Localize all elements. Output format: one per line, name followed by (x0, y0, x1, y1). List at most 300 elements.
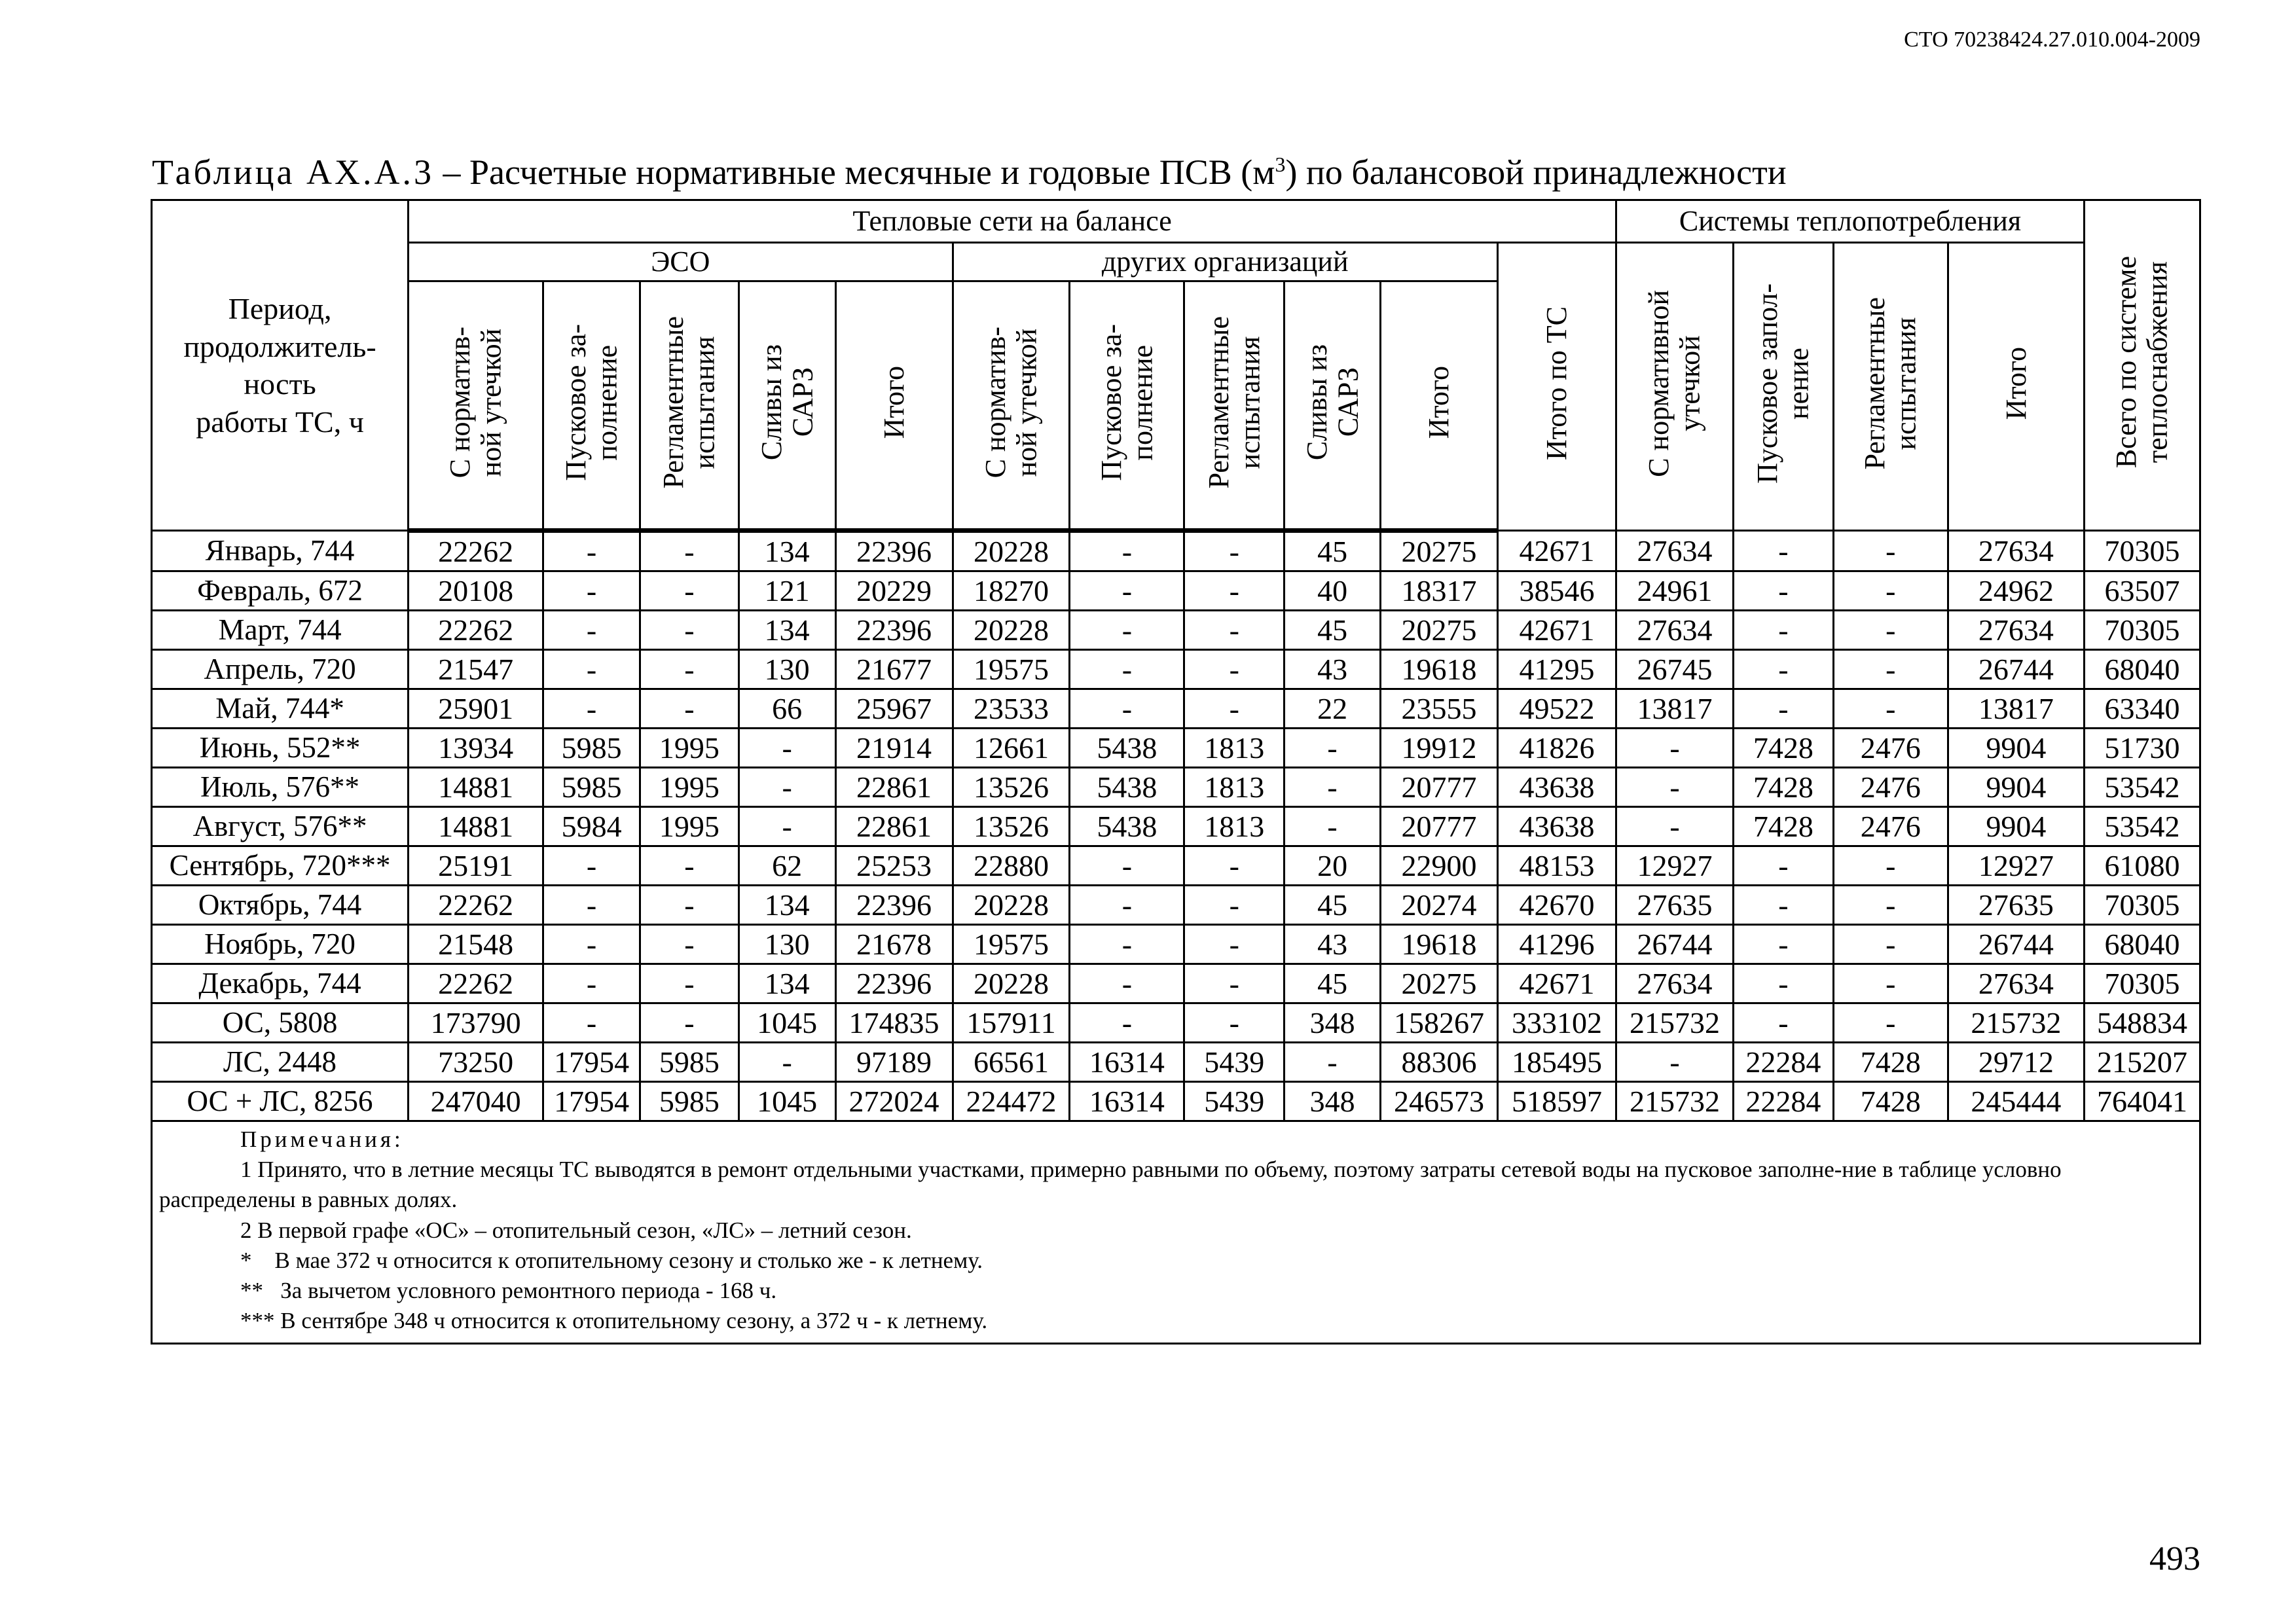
caption-superscript: 3 (1275, 153, 1286, 176)
value-cell: 333102 (1497, 1003, 1616, 1043)
value-cell: - (1733, 650, 1833, 689)
value-cell: 45 (1285, 611, 1381, 650)
value-cell: 20228 (953, 611, 1070, 650)
other-col-header: Пусковое за- полнение (1070, 281, 1184, 531)
value-cell: 12661 (953, 729, 1070, 768)
value-cell: 16314 (1070, 1082, 1184, 1121)
value-cell: 22396 (835, 611, 953, 650)
document-code: СТО 70238424.27.010.004-2009 (1904, 27, 2200, 52)
value-cell: 22396 (835, 886, 953, 925)
period-header-line: работы ТС, ч (196, 405, 364, 439)
value-cell: 27634 (1616, 964, 1734, 1003)
note-3: * В мае 372 ч относится к отопительному сезону и столько же - к летнему. (240, 1247, 983, 1273)
eso-col-header: Сливы из САРЗ (738, 281, 835, 531)
table-row (152, 571, 2200, 611)
value-cell: - (1070, 886, 1184, 925)
value-cell: 27634 (1948, 964, 2084, 1003)
value-cell: - (1184, 886, 1285, 925)
value-cell: 43638 (1497, 768, 1616, 807)
table-row (152, 1082, 2200, 1121)
value-cell: 5438 (1070, 768, 1184, 807)
value-cell: 23555 (1380, 689, 1497, 729)
value-cell: 5985 (543, 729, 640, 768)
value-cell: 2476 (1833, 807, 1948, 846)
cons-col-header: Регламентные испытания (1833, 243, 1948, 531)
table-row (152, 689, 2200, 729)
value-cell: 17954 (543, 1043, 640, 1082)
value-cell: - (1733, 611, 1833, 650)
note-4: ** За вычетом условного ремонтного периода - 168 ч. (240, 1277, 777, 1303)
value-cell: 13817 (1948, 689, 2084, 729)
value-cell: 62 (738, 846, 835, 886)
value-cell: 215732 (1616, 1082, 1734, 1121)
value-cell: 246573 (1380, 1082, 1497, 1121)
value-cell: - (1833, 571, 1948, 611)
eso-col-header: Регламентные испытания (640, 281, 738, 531)
period-cell: Март, 744 (152, 611, 409, 650)
value-cell: 14881 (409, 807, 543, 846)
value-cell: - (1070, 925, 1184, 964)
value-cell: 1813 (1184, 768, 1285, 807)
value-cell: - (1070, 611, 1184, 650)
value-cell: - (1070, 964, 1184, 1003)
value-cell: - (1184, 571, 1285, 611)
value-cell: 26744 (1616, 925, 1734, 964)
value-cell: 45 (1285, 964, 1381, 1003)
value-cell: 764041 (2084, 1082, 2200, 1121)
note-5: *** В сентябре 348 ч относится к отопительному сезону, а 372 ч - к летнему. (240, 1308, 988, 1334)
table-row (152, 807, 2200, 846)
value-cell: 20229 (835, 571, 953, 611)
value-cell: 12927 (1948, 846, 2084, 886)
value-cell: - (1833, 611, 1948, 650)
value-cell: 130 (738, 650, 835, 689)
value-cell: 5439 (1184, 1043, 1285, 1082)
value-cell: - (1833, 846, 1948, 886)
value-cell: 27634 (1948, 531, 2084, 571)
value-cell: 174835 (835, 1003, 953, 1043)
value-cell: - (1616, 1043, 1734, 1082)
period-cell: Август, 576** (152, 807, 409, 846)
value-cell: 173790 (409, 1003, 543, 1043)
value-cell: 9904 (1948, 807, 2084, 846)
value-cell: - (640, 571, 738, 611)
value-cell: 19912 (1380, 729, 1497, 768)
value-cell: 24962 (1948, 571, 2084, 611)
value-cell: - (640, 611, 738, 650)
value-cell: - (640, 846, 738, 886)
value-cell: 13526 (953, 807, 1070, 846)
value-cell: 134 (738, 964, 835, 1003)
value-cell: - (1733, 1003, 1833, 1043)
period-header-line: Период, (228, 292, 332, 325)
value-cell: 41826 (1497, 729, 1616, 768)
value-cell: - (543, 689, 640, 729)
value-cell: 348 (1285, 1003, 1381, 1043)
cons-col-header: С нормативной утечкой (1616, 243, 1734, 531)
value-cell: 12927 (1616, 846, 1734, 886)
value-cell: 13817 (1616, 689, 1734, 729)
value-cell: 66 (738, 689, 835, 729)
value-cell: 26744 (1948, 925, 2084, 964)
value-cell: - (1616, 729, 1734, 768)
value-cell: 40 (1285, 571, 1381, 611)
value-cell: - (640, 964, 738, 1003)
period-cell: ОС + ЛС, 8256 (152, 1082, 409, 1121)
value-cell: 68040 (2084, 925, 2200, 964)
value-cell: - (1070, 650, 1184, 689)
value-cell: 42671 (1497, 964, 1616, 1003)
value-cell: 22900 (1380, 846, 1497, 886)
value-cell: 53542 (2084, 768, 2200, 807)
group-networks-header: Тепловые сети на балансе (409, 200, 1616, 243)
other-col-header: Сливы из САРЗ (1285, 281, 1381, 531)
value-cell: - (640, 886, 738, 925)
value-cell: 7428 (1733, 807, 1833, 846)
value-cell: 20274 (1380, 886, 1497, 925)
value-cell: 27634 (1616, 531, 1734, 571)
value-cell: 70305 (2084, 964, 2200, 1003)
note-1: 1 Принято, что в летние месяцы ТС выводятся в ремонт отдельными участками, примерно равными по объему, поэтому затраты сетевой воды на пусковое заполне-ние в таблице условно распределены в равных долях. (159, 1157, 2062, 1213)
value-cell: 88306 (1380, 1043, 1497, 1082)
value-cell: 26745 (1616, 650, 1734, 689)
value-cell: - (1833, 925, 1948, 964)
caption-text-end: ) по балансовой принадлежности (1285, 153, 1787, 192)
note-2: 2 В первой графе «ОС» – отопительный сезон, «ЛС» – летний сезон. (240, 1217, 912, 1243)
value-cell: 24961 (1616, 571, 1734, 611)
eso-col-header: Пусковое за- полнение (543, 281, 640, 531)
value-cell: - (1285, 807, 1381, 846)
value-cell: - (1184, 650, 1285, 689)
period-header-line: продолжитель- (183, 329, 376, 363)
value-cell: 22861 (835, 768, 953, 807)
value-cell: - (543, 611, 640, 650)
value-cell: - (1184, 689, 1285, 729)
value-cell: 27635 (1948, 886, 2084, 925)
other-orgs-subheader: других организаций (953, 243, 1497, 281)
value-cell: 68040 (2084, 650, 2200, 689)
value-cell: 19618 (1380, 650, 1497, 689)
period-cell: Февраль, 672 (152, 571, 409, 611)
caption-label: Таблица АХ.А.3 (152, 153, 434, 192)
table-row (152, 531, 2200, 571)
value-cell: 38546 (1497, 571, 1616, 611)
value-cell: 22880 (953, 846, 1070, 886)
value-cell: 20 (1285, 846, 1381, 886)
value-cell: 1995 (640, 768, 738, 807)
value-cell: - (1285, 729, 1381, 768)
value-cell: 63340 (2084, 689, 2200, 729)
value-cell: 22262 (409, 531, 543, 571)
table-body (152, 531, 2200, 1121)
psv-table (151, 199, 2201, 1344)
value-cell: 23533 (953, 689, 1070, 729)
value-cell: - (1070, 531, 1184, 571)
value-cell: - (738, 807, 835, 846)
value-cell: 185495 (1497, 1043, 1616, 1082)
table-caption (152, 152, 1787, 192)
other-col-header: Регламентные испытания (1184, 281, 1285, 531)
value-cell: 21914 (835, 729, 953, 768)
value-cell: 7428 (1833, 1082, 1948, 1121)
value-cell: 51730 (2084, 729, 2200, 768)
value-cell: 134 (738, 611, 835, 650)
notes-block (152, 1121, 2200, 1344)
period-cell: ОС, 5808 (152, 1003, 409, 1043)
value-cell: - (640, 650, 738, 689)
value-cell: - (640, 531, 738, 571)
value-cell: 70305 (2084, 531, 2200, 571)
value-cell: 157911 (953, 1003, 1070, 1043)
value-cell: 22262 (409, 611, 543, 650)
value-cell: 19575 (953, 925, 1070, 964)
value-cell: 66561 (953, 1043, 1070, 1082)
table-row (152, 846, 2200, 886)
value-cell: 2476 (1833, 768, 1948, 807)
value-cell: 18317 (1380, 571, 1497, 611)
value-cell: - (1070, 846, 1184, 886)
value-cell: 29712 (1948, 1043, 2084, 1082)
value-cell: - (1070, 689, 1184, 729)
value-cell: 20108 (409, 571, 543, 611)
value-cell: - (543, 846, 640, 886)
value-cell: 19618 (1380, 925, 1497, 964)
value-cell: - (1616, 768, 1734, 807)
value-cell: 5985 (640, 1082, 738, 1121)
value-cell: 348 (1285, 1082, 1381, 1121)
value-cell: - (543, 650, 640, 689)
value-cell: - (1733, 571, 1833, 611)
value-cell: 25191 (409, 846, 543, 886)
value-cell: 9904 (1948, 768, 2084, 807)
value-cell: 215732 (1616, 1003, 1734, 1043)
value-cell: 13934 (409, 729, 543, 768)
value-cell: - (738, 1043, 835, 1082)
value-cell: 5438 (1070, 807, 1184, 846)
eso-subheader: ЭСО (409, 243, 953, 281)
value-cell: 1045 (738, 1003, 835, 1043)
value-cell: 20777 (1380, 768, 1497, 807)
value-cell: - (1733, 925, 1833, 964)
table-row (152, 650, 2200, 689)
value-cell: - (1184, 531, 1285, 571)
value-cell: - (1184, 611, 1285, 650)
value-cell: 13526 (953, 768, 1070, 807)
group-consumption-header: Системы теплопотребления (1616, 200, 2085, 243)
value-cell: - (640, 689, 738, 729)
value-cell: 7428 (1833, 1043, 1948, 1082)
value-cell: 70305 (2084, 611, 2200, 650)
value-cell: 7428 (1733, 729, 1833, 768)
value-cell: 20275 (1380, 611, 1497, 650)
value-cell: - (1184, 1003, 1285, 1043)
cons-col-header: Итого (1948, 243, 2084, 531)
value-cell: 17954 (543, 1082, 640, 1121)
value-cell: - (543, 964, 640, 1003)
value-cell: 73250 (409, 1043, 543, 1082)
period-cell: Ноябрь, 720 (152, 925, 409, 964)
value-cell: 26744 (1948, 650, 2084, 689)
value-cell: 27635 (1616, 886, 1734, 925)
eso-col-header: Итого (835, 281, 953, 531)
value-cell: 45 (1285, 531, 1381, 571)
value-cell: 215732 (1948, 1003, 2084, 1043)
table-row (152, 886, 2200, 925)
value-cell: - (543, 925, 640, 964)
value-cell: - (640, 925, 738, 964)
value-cell: 20228 (953, 531, 1070, 571)
value-cell: - (738, 729, 835, 768)
value-cell: 7428 (1733, 768, 1833, 807)
value-cell: 1813 (1184, 729, 1285, 768)
value-cell: - (738, 768, 835, 807)
value-cell: 1045 (738, 1082, 835, 1121)
value-cell: 21548 (409, 925, 543, 964)
value-cell: 43 (1285, 925, 1381, 964)
value-cell: - (1833, 531, 1948, 571)
value-cell: 43638 (1497, 807, 1616, 846)
value-cell: 41295 (1497, 650, 1616, 689)
table-row (152, 729, 2200, 768)
value-cell: 41296 (1497, 925, 1616, 964)
value-cell: - (1833, 650, 1948, 689)
value-cell: 1995 (640, 807, 738, 846)
value-cell: - (1733, 531, 1833, 571)
period-cell: Октябрь, 744 (152, 886, 409, 925)
value-cell: - (1833, 689, 1948, 729)
value-cell: 21677 (835, 650, 953, 689)
grand-total-header: Всего по системе теплоснабжения (2084, 200, 2200, 531)
value-cell: - (640, 1003, 738, 1043)
value-cell: - (1616, 807, 1734, 846)
value-cell: 48153 (1497, 846, 1616, 886)
value-cell: - (1733, 846, 1833, 886)
value-cell: 134 (738, 886, 835, 925)
value-cell: 245444 (1948, 1082, 2084, 1121)
value-cell: 548834 (2084, 1003, 2200, 1043)
period-header-line: ность (244, 367, 316, 401)
period-cell: Декабрь, 744 (152, 964, 409, 1003)
table-row (152, 925, 2200, 964)
value-cell: - (543, 1003, 640, 1043)
value-cell: 5985 (543, 768, 640, 807)
total-ts-header: Итого по ТС (1497, 243, 1616, 531)
table-row (152, 1043, 2200, 1082)
value-cell: 18270 (953, 571, 1070, 611)
value-cell: 22262 (409, 886, 543, 925)
value-cell: - (1285, 768, 1381, 807)
value-cell: - (1833, 1003, 1948, 1043)
value-cell: 25967 (835, 689, 953, 729)
value-cell: 158267 (1380, 1003, 1497, 1043)
value-cell: - (1833, 886, 1948, 925)
value-cell: 42671 (1497, 531, 1616, 571)
period-cell: Май, 744* (152, 689, 409, 729)
value-cell: 22284 (1733, 1082, 1833, 1121)
eso-col-header: С норматив- ной утечкой (409, 281, 543, 531)
table-row (152, 611, 2200, 650)
value-cell: 1813 (1184, 807, 1285, 846)
period-cell: Январь, 744 (152, 531, 409, 571)
value-cell: 20275 (1380, 531, 1497, 571)
value-cell: 518597 (1497, 1082, 1616, 1121)
table-row (152, 1003, 2200, 1043)
value-cell: 42671 (1497, 611, 1616, 650)
value-cell: - (1184, 964, 1285, 1003)
value-cell: 70305 (2084, 886, 2200, 925)
notes-title: Примечания: (240, 1127, 404, 1152)
value-cell: 22396 (835, 531, 953, 571)
value-cell: 16314 (1070, 1043, 1184, 1082)
other-col-header: С норматив- ной утечкой (953, 281, 1070, 531)
value-cell: 25253 (835, 846, 953, 886)
table-header (152, 200, 2200, 531)
table-row (152, 964, 2200, 1003)
value-cell: - (1070, 1003, 1184, 1043)
value-cell: 130 (738, 925, 835, 964)
value-cell: 5984 (543, 807, 640, 846)
value-cell: 22262 (409, 964, 543, 1003)
value-cell: - (1184, 846, 1285, 886)
value-cell: 19575 (953, 650, 1070, 689)
value-cell: - (1733, 689, 1833, 729)
value-cell: 27634 (1616, 611, 1734, 650)
value-cell: 272024 (835, 1082, 953, 1121)
value-cell: 25901 (409, 689, 543, 729)
value-cell: 9904 (1948, 729, 2084, 768)
caption-text: – Расчетные нормативные месячные и годовые ПСВ (м (433, 153, 1275, 192)
value-cell: - (1733, 964, 1833, 1003)
value-cell: 14881 (409, 768, 543, 807)
value-cell: - (543, 886, 640, 925)
value-cell: 2476 (1833, 729, 1948, 768)
value-cell: 22861 (835, 807, 953, 846)
period-cell: Июнь, 552** (152, 729, 409, 768)
value-cell: - (543, 531, 640, 571)
period-cell: Июль, 576** (152, 768, 409, 807)
value-cell: 53542 (2084, 807, 2200, 846)
value-cell: 49522 (1497, 689, 1616, 729)
value-cell: 5985 (640, 1043, 738, 1082)
value-cell: 20228 (953, 886, 1070, 925)
value-cell: 63507 (2084, 571, 2200, 611)
value-cell: 224472 (953, 1082, 1070, 1121)
value-cell: 21678 (835, 925, 953, 964)
value-cell: 134 (738, 531, 835, 571)
value-cell: 5439 (1184, 1082, 1285, 1121)
table-row (152, 768, 2200, 807)
value-cell: 20275 (1380, 964, 1497, 1003)
value-cell: 61080 (2084, 846, 2200, 886)
period-cell: ЛС, 2448 (152, 1043, 409, 1082)
value-cell: 5438 (1070, 729, 1184, 768)
value-cell: 215207 (2084, 1043, 2200, 1082)
value-cell: 22284 (1733, 1043, 1833, 1082)
value-cell: 45 (1285, 886, 1381, 925)
value-cell: 247040 (409, 1082, 543, 1121)
value-cell: - (1285, 1043, 1381, 1082)
value-cell: 20228 (953, 964, 1070, 1003)
period-cell: Апрель, 720 (152, 650, 409, 689)
page-number: 493 (2149, 1540, 2200, 1578)
value-cell: 22396 (835, 964, 953, 1003)
period-header (152, 200, 409, 531)
value-cell: - (1833, 964, 1948, 1003)
value-cell: - (543, 571, 640, 611)
value-cell: 1995 (640, 729, 738, 768)
value-cell: 43 (1285, 650, 1381, 689)
other-col-header: Итого (1380, 281, 1497, 531)
